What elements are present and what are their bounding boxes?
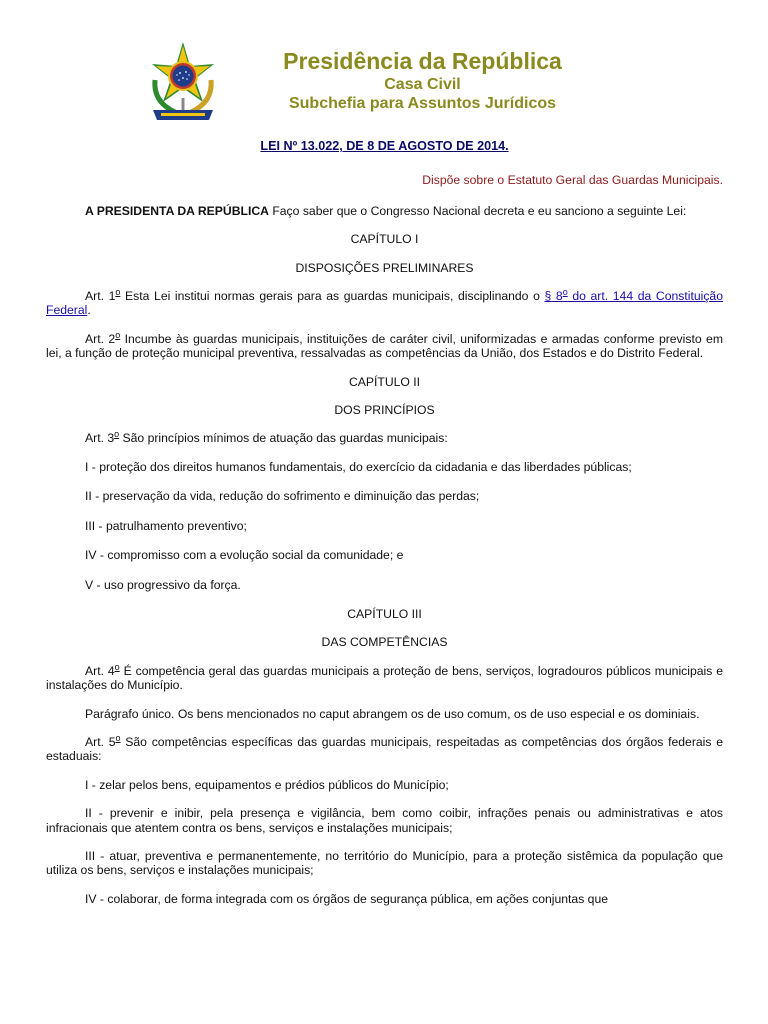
chapter-2-title: DOS PRINCÍPIOS [334, 403, 435, 418]
article-5-item: III - atuar, preventiva e permanentemente, no território do Município, para a proteção sistêmica da população que utiliza os bens, serviços e instalações municipais; [46, 848, 723, 878]
header [0, 0, 768, 130]
law-body [46, 139, 723, 920]
article-5-item: I - zelar pelos bens, equipamentos e prédios públicos do Município; [85, 777, 449, 792]
article-5 [46, 732, 723, 764]
article-1-label: Art. 1 [85, 289, 116, 304]
coat-of-arms-icon [147, 40, 219, 124]
article-3-ord: o [114, 429, 120, 440]
article-3-label: Art. 3 [85, 431, 115, 446]
chapter-1-title: DISPOSIÇÕES PRELIMINARES [295, 260, 474, 275]
link-art-144-constituicao[interactable]: do art. 144 da Constituição Federal [46, 289, 723, 318]
article-5-text: São competências específicas das guardas municipais, respeitadas as competências dos órgãos federais e estaduais: [46, 734, 723, 764]
article-3-item: IV - compromisso com a evolução social da comunidade; e [85, 548, 404, 563]
article-3-text: São princípios mínimos de atuação das guardas municipais: [119, 431, 448, 446]
article-1-text: Esta Lei institui normas gerais para as guardas municipais, disciplinando o [120, 289, 545, 304]
preamble-text: Faço saber que o Congresso Nacional decreta e eu sanciono a seguinte Lei: [268, 203, 687, 218]
header-text [240, 46, 605, 114]
article-1 [46, 289, 723, 318]
preamble [46, 204, 723, 218]
chapter-3-title: DAS COMPETÊNCIAS [321, 635, 448, 650]
article-1-end: . [87, 303, 91, 318]
article-1-ord: o [115, 287, 121, 298]
law-title[interactable]: LEI Nº 13.022, DE 8 DE AGOSTO DE 2014. [260, 139, 509, 153]
link-paragraph-8-text[interactable]: § 8 [544, 289, 563, 304]
article-3 [46, 431, 723, 445]
chapter-3-number: CAPÍTULO III [347, 606, 422, 621]
article-2-ord: o [115, 329, 121, 340]
link-paragraph-8-ord[interactable]: o [562, 287, 568, 298]
article-5-label: Art. 5 [85, 734, 116, 749]
article-2-text: Incumbe às guardas municipais, instituições de caráter civil, uniformizadas e armadas conforme previsto em lei, a função de proteção municipal preventiva, ressalvadas as competências da União, dos Estados e do Distrito Federal. [46, 331, 723, 361]
article-4-label: Art. 4 [85, 663, 115, 678]
article-3-item: V - uso progressivo da força. [85, 577, 241, 592]
article-2-label: Art. 2 [85, 331, 116, 346]
article-5-ord: o [115, 732, 121, 743]
article-4-paragrafo: Parágrafo único. Os bens mencionados no caput abrangem os de uso comum, os de uso especial e os dominiais. [85, 706, 700, 721]
chapter-2-number: CAPÍTULO II [348, 374, 421, 389]
preamble-bold: A PRESIDENTA DA REPÚBLICA [85, 203, 269, 218]
header-subtitle-2: Subchefia para Assuntos Jurídicos [288, 95, 557, 112]
article-4 [46, 661, 723, 693]
article-5-item: IV - colaborar, de forma integrada com os órgãos de segurança pública, em ações conjuntas que [85, 891, 609, 906]
header-subtitle: Casa Civil [384, 76, 461, 93]
article-5-item: II - prevenir e inibir, pela presença e vigilância, bem como coibir, infrações penais ou administrativas e atos infracionais que atentem contra os bens, serviços e instalações municipais; [46, 806, 723, 835]
article-4-ord: o [114, 661, 120, 672]
article-3-item: I - proteção dos direitos humanos fundamentais, do exercício da cidadania e das liberdades públicas; [85, 459, 632, 474]
article-3-item: II - preservação da vida, redução do sofrimento e diminuição das perdas; [85, 489, 480, 504]
article-3-item: III - patrulhamento preventivo; [85, 518, 247, 533]
header-title: Presidência da República [283, 48, 562, 74]
link-paragraph-8[interactable] [545, 289, 568, 303]
chapter-1-number: CAPÍTULO I [350, 232, 419, 247]
article-4-text: É competência geral das guardas municipais a proteção de bens, serviços, logradouros públicos municipais e instalações do Município. [46, 663, 723, 693]
article-2 [46, 329, 723, 361]
law-ementa: Dispõe sobre o Estatuto Geral das Guardas Municipais. [422, 173, 723, 188]
